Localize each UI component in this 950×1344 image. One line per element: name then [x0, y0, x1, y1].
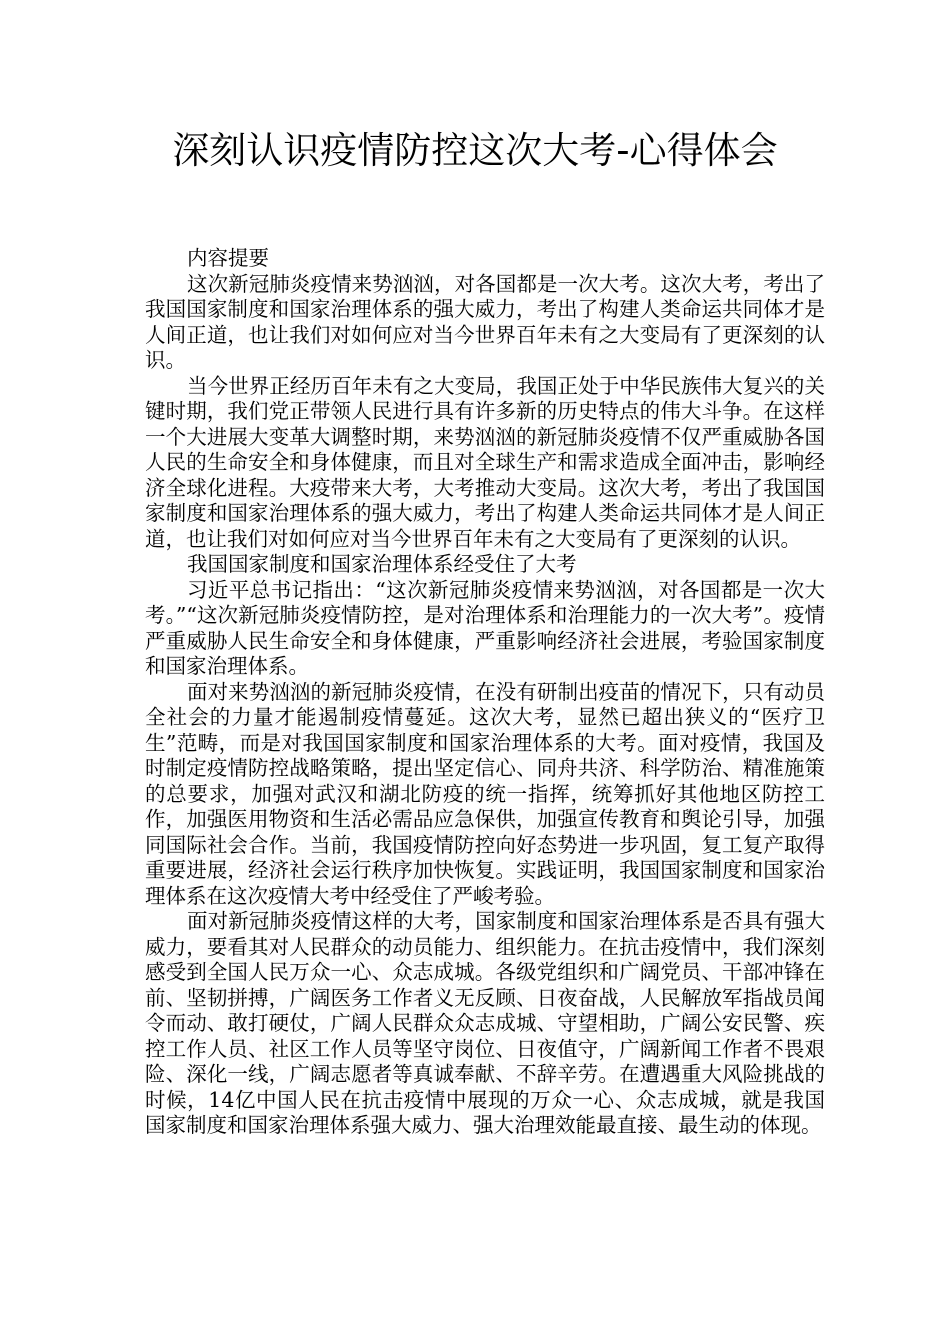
body-paragraph: 习近平总书记指出：“这次新冠肺炎疫情来势汹汹，对各国都是一次大考。”“这次新冠肺炎疫情防控，是对治理体系和治理能力的一次大考”。疫情严重威胁人民生命安全和身体健康，严重影响经济社会进展，考验国家制度和国家治理体系。 [145, 577, 825, 678]
document-body [145, 246, 825, 1139]
body-paragraph: 面对新冠肺炎疫情这样的大考，国家制度和国家治理体系是否具有强大威力，要看其对人民群众的动员能力、组织能力。在抗击疫情中，我们深刻感受到全国人民万众一心、众志成城。各级党组织和广阔党员、干部冲锋在前、坚韧拼搏，广阔医务工作者义无反顾、日夜奋战，人民解放军指战员闻令而动、敢打硬仗，广阔人民群众众志成城、守望相助，广阔公安民警、疾控工作人员、社区工作人员等坚守岗位、日夜值守，广阔新闻工作者不畏艰险、深化一线，广阔志愿者等真诚奉献、不辞辛劳。在遭遇重大风险挑战的时候，14亿中国人民在抗击疫情中展现的万众一心、众志成城，就是我国国家制度和国家治理体系强大威力、强大治理效能最直接、最生动的体现。 [145, 909, 825, 1137]
body-paragraph: 当今世界正经历百年未有之大变局，我国正处于中华民族伟大复兴的关键时期，我们党正带领人民进行具有许多新的历史特点的伟大斗争。在这样一个大进展大变革大调整时期，来势汹汹的新冠肺炎疫情不仅严重威胁各国人民的生命安全和身体健康，而且对全球生产和需求造成全面冲击，影响经济全球化进程。大疫带来大考，大考推动大变局。这次大考，考出了我国国家制度和国家治理体系的强大威力，考出了构建人类命运共同体才是人间正道，也让我们对如何应对当今世界百年未有之大变局有了更深刻的认识。 [145, 373, 825, 551]
abstract-heading: 内容提要 [187, 246, 269, 270]
document-title: 深刻认识疫情防控这次大考-心得体会 [172, 129, 778, 172]
body-paragraph: 面对来势汹汹的新冠肺炎疫情，在没有研制出疫苗的情况下，只有动员全社会的力量才能遏制疫情蔓延。这次大考，显然已超出狭义的“医疗卫生”范畴，而是对我国国家制度和国家治理体系的大考。面对疫情，我国及时制定疫情防控战略策略，提出坚定信心、同舟共济、科学防治、精准施策的总要求，加强对武汉和湖北防疫的统一指挥，统筹抓好其他地区防控工作，加强医用物资和生活必需品应急保供，加强宣传教育和舆论引导，加强同国际社会合作。当前，我国疫情防控向好态势进一步巩固，复工复产取得重要进展，经济社会运行秩序加快恢复。实践证明，我国国家制度和国家治理体系在这次疫情大考中经受住了严峻考验。 [145, 679, 825, 908]
body-paragraph: 这次新冠肺炎疫情来势汹汹，对各国都是一次大考。这次大考，考出了我国国家制度和国家治理体系的强大威力，考出了构建人类命运共同体才是人间正道，也让我们对如何应对当今世界百年未有之大变局有了更深刻的认识。 [145, 271, 825, 372]
section-heading: 我国国家制度和国家治理体系经受住了大考 [187, 552, 577, 576]
